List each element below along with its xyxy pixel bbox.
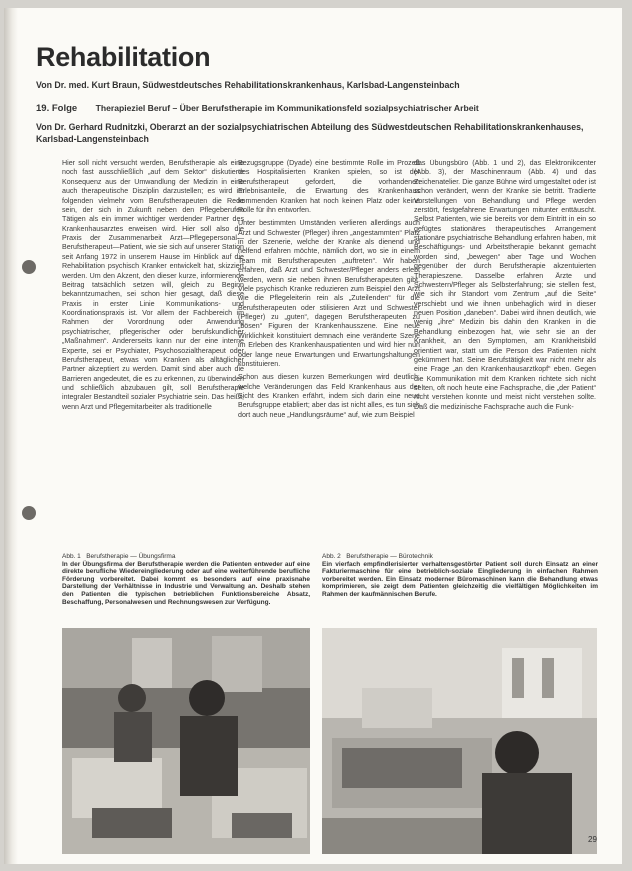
page-edge bbox=[4, 8, 18, 864]
figure-caption-1 bbox=[62, 553, 310, 606]
body-column-1 bbox=[62, 159, 244, 543]
paragraph: Hier soll nicht versucht werden, Berufstherapie als eine noch fast ausschließlich „auf dem Sektor“ diskutierte Konsequenz aus der Umwandlung der Medizin in eine auch therapeutische Disziplin darzustellen; es wird im folgenden vielmehr vom Berufstherapeuten die Rede sein, der sich in Zukunft neben den Pflegeberufen Tätigen als ein immer wichtiger werdender Partner des Krankenhausarztes erweisen wird. Hier soll also die Praxis der Zusammenarbeit Arzt—Pflegepersonal—Berufstherapeut—Patient, wie sie sich auf unserer Station seit Anfang 1972 in unserem Hause im Hinblick auf die Rehabilitation psychisch Kranker entwickelt hat, skizziert werden. Um den Akzent, den dieser kurze, informierende Beitrag tatsächlich setzen will, gleich zu Beginn bekanntzumachen, sei schon hier gesagt, daß diese Praxis in erster Linie Kommunikations- und Koordinationspraxis ist. Vor allem der Fachbereich im Rahmen der Vorordnung oder Anwendung psychiatrischer, pflegerischer oder berufskundlicher „Maßnahmen“. Andererseits kann nur der eine interne Experte, sei er Psychiater, Psychosozialtherapeut oder Berufstherapeut, etwas vom Kranken als alltäglicher Partner akzeptiert zu werden. Damit sind aber auch die Barrieren angedeutet, die es zu erkennen, zu überwinden und schließlich abzubauen gilt, soll Berufstherapie integraler Bestandteil sozialer Psychiatrie sein. Das heißt, wenn Arzt und Pflegemitarbeiter als traditionelle bbox=[62, 159, 244, 411]
punch-hole bbox=[22, 506, 36, 520]
figure-text: Ein vierfach empfindlerisierter verhaltensgestörter Patient soll durch Einsatz an einer Fakturiermaschine für eine betrieblich-soziale Eingliederung in einfachen Rahmen vorbereitet werden. Ein Einsatz moderner Büromaschinen kann die Behandlung etwas komprimieren, sie zeigt dem Patienten gleichzeitig die vielfältigen Möglichkeiten im Rahmen der kaufmännischen Berufe. bbox=[322, 560, 598, 598]
paragraph: Unter bestimmten Umständen verlieren allerdings auch Arzt und Schwester (Pfleger) ihren „angestammten“ Platz in der Szenerie, welche der Kranke als dienend und helfend erfahren möchte, nämlich dort, wo sie in einem Team mit Berufstherapeuten „auftreten“. Wir haben erfahren, daß Arzt und Schwester/Pfleger anders erlebt werden, wenn sie neben ihnen Berufstherapeuten gibt. Viele psychisch Kranke reduzieren zum Beispiel den Arzt wie die Pflegeleiterin rein als „Zuteilenden“ für die Berufstherapeuten oder stilisieren Arzt und Schwester (Pfleger) zu „guten“, dagegen Berufstherapeuten zu „bösen“ Figuren der Krankenhausszene. Eine neue Wirklichkeit konstituiert demnach eine veränderte Szene im Erleben des Krankenhauspatienten und wird hier nun oder lange neue Erwartungen und Erwartungshaltungen konstituieren. bbox=[238, 219, 420, 368]
figure-title: Berufstherapie — Übungsfirma bbox=[86, 553, 176, 560]
series-number: 19. Folge bbox=[36, 103, 78, 114]
figure-text: In der Übungsfirma der Berufstherapie werden die Patienten entweder auf eine direkte berufliche Wiedereingliederung oder auf eine weiterführende berufliche Förderung vorbereitet. Dabei kommt es besonders auf eine praxisnahe Darstellung der Verhältnisse in Industrie und Verwaltung an. Deshalb stehen den Patienten die typischen betrieblichen Funktionsbereiche Absatz, Beschaffung, Personalwesen und Rechnungswesen zur Verfügung. bbox=[62, 560, 310, 606]
paragraph: Bezugsgruppe (Dyade) eine bestimmte Rolle im Prozeß des Hospitalisierten Kranken spielen, so ist der Berufstherapeut gefordert, die vorhandenen Erlebnisanteile, die Erwartung des Krankenhaus kommenden Kranken hat noch keinen Platz oder keine Rolle für ihn entworfen. bbox=[238, 159, 420, 214]
figure-title: Berufstherapie — Bürotechnik bbox=[346, 553, 433, 560]
photo-office-training bbox=[62, 628, 310, 854]
coauthor-line: Von Dr. Gerhard Rudnitzki, Oberarzt an der sozialpsychiatrischen Abteilung des Südwestdeutschen Rehabilitationskrankenhauses, Karlsbad-Langensteinbach bbox=[36, 122, 584, 144]
punch-hole bbox=[22, 260, 36, 274]
photo-office-machine bbox=[322, 628, 597, 854]
magazine-page bbox=[4, 8, 622, 864]
paragraph: Schon aus diesen kurzen Bemerkungen wird deutlich, welche Veränderungen das Feld Krankenhaus aus der Sicht des Kranken erfährt, indem sich darin eine neue Berufsgruppe etabliert; aber das ist nicht alles, es tun sich dort auch neue „Handlungsräume“ auf, wie zum Beispiel bbox=[238, 373, 420, 419]
page-number: 29 bbox=[588, 835, 597, 844]
author-line: Von Dr. med. Kurt Braun, Südwestdeutsches Rehabilitationskrankenhaus, Karlsbad-Langensteinbach bbox=[36, 80, 460, 90]
series-heading bbox=[36, 103, 611, 114]
figure-label: Abb. 1 bbox=[62, 553, 81, 560]
body-column-2 bbox=[238, 159, 420, 543]
article-title: Rehabilitation bbox=[36, 42, 211, 72]
series-title: Therapieziel Beruf – Über Berufstherapie im Kommunikationsfeld sozialpsychiatrischer Arbeit bbox=[95, 103, 479, 113]
paragraph: das Übungsbüro (Abb. 1 und 2), das Elektronikcenter (Abb. 3), der Maschinenraum (Abb. 4) und das Zeichenatelier. Die ganze Bühne wird umgestaltet oder ist schon verändert, wenn der Kranke sie betritt. Tradierte Vorstellungen von Behandlung und Pflege werden zerstört, festgefahrene Erwartungen mitunter enttäuscht. Selbst Patienten, wie sie bereits vor dem Eintritt in ein so gefügtes stationäres therapeutisches Arrangement stationäre psychiatrische Behandlung erfahren haben, mit Beschäftigungs- und Arbeitstherapie bekannt gemacht worden sind, „bewegen“ aber Tage und Wochen gegenüber der durch Berufstherapie akzentuierten Therapieszene. Dasselbe erfahren Ärzte und Schwestern/Pfleger als Selbsterfahrung; sie stellen fest, wie sich ihr Standort vom Zentrum „auf die Seite“ verschiebt und wie ihnen unbehaglich wird in dieser neuen Position „daneben“. Dabei wird ihnen deutlich, wie wenig „ihre“ Medizin bis dahin den Kranken in die Behandlung einbezogen hat, wie sehr sie an der Krankheit, an den Symptomen, am Krankheitsbild orientiert war, statt um die Person des Patienten nicht gekümmert hat. Seine Berufstätigkeit war nicht mehr als eine Frage „an den Krankenhausarztkopf“ eben. Gegen die Kommunikation mit dem Kranken richtete sich nicht selten, oft noch heute eine Fachsprache, die „der Patient“ nicht verstehen konnte und meist nicht verstehen sollte. Daß die medizinische Fachsprache auch die Funk- bbox=[414, 159, 596, 411]
body-column-3 bbox=[414, 159, 596, 543]
figure-caption-2 bbox=[322, 553, 598, 599]
figure-label: Abb. 2 bbox=[322, 553, 341, 560]
